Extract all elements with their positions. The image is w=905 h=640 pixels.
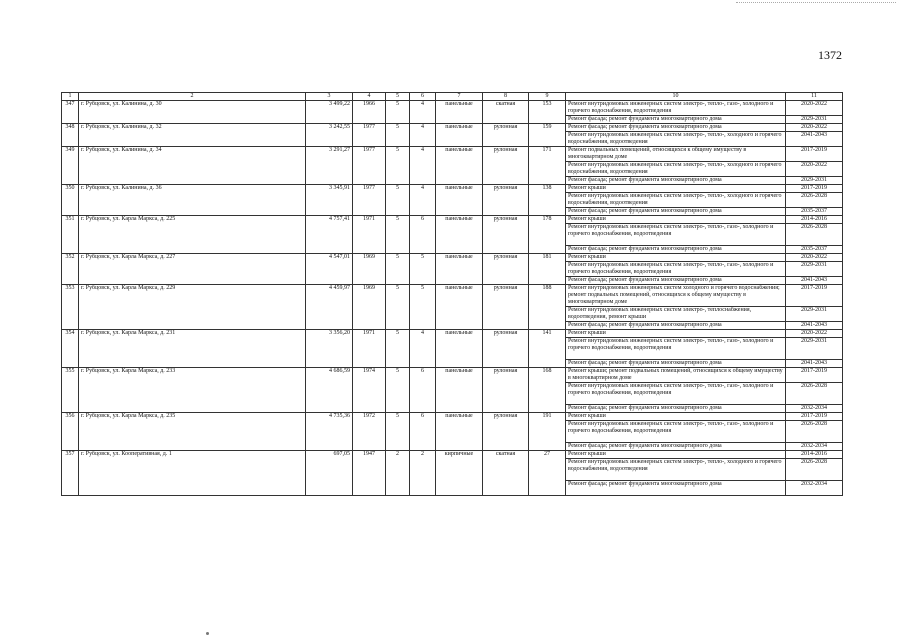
house-address: г. Рубцовск, ул. Карла Маркса, д. 229 — [79, 285, 306, 330]
build-year: 1977 — [353, 147, 386, 185]
residents-count: 178 — [529, 216, 566, 254]
work-description: Ремонт внутридомовых инженерных систем электро-, тепло-, газо-, холодного и горячего водоснабжения, водоотведения — [566, 383, 786, 405]
page-number: 1372 — [818, 48, 842, 62]
header-cell: 10 — [566, 93, 786, 101]
work-description: Ремонт внутридомовых инженерных систем холодного и горячего водоснабжения; ремонт подвальных помещений, относящихся к общему имуществу в многоквартирном доме — [566, 285, 786, 307]
floors: 5 — [386, 101, 410, 124]
work-description: Ремонт фасада; ремонт фундамента многоквартирного дома — [566, 277, 786, 285]
housing-repair-table — [61, 92, 843, 496]
work-description: Ремонт фасада; ремонт фундамента многоквартирного дома — [566, 443, 786, 451]
work-years: 2020-2022 — [786, 124, 843, 132]
build-year: 1974 — [353, 368, 386, 413]
house-number: 354 — [62, 330, 79, 368]
entrances: 6 — [410, 368, 436, 413]
work-description: Ремонт фасада; ремонт фундамента многоквартирного дома — [566, 124, 786, 132]
floors: 5 — [386, 285, 410, 330]
build-year: 1972 — [353, 413, 386, 451]
wall-material: панельные — [436, 254, 483, 285]
header-cell: 11 — [786, 93, 843, 101]
residents-count: 181 — [529, 254, 566, 285]
work-years: 2026-2028 — [786, 459, 843, 481]
header-cell: 6 — [410, 93, 436, 101]
total-area: 4 735,36 — [306, 413, 353, 451]
work-years: 2029-2031 — [786, 338, 843, 360]
work-years: 2041-2043 — [786, 277, 843, 285]
header-cell: 4 — [353, 93, 386, 101]
roof-type: рулонная — [483, 413, 529, 451]
work-years: 2029-2031 — [786, 177, 843, 185]
work-description: Ремонт внутридомовых инженерных систем электро-, тепло-, холодного и горячего водоснабжения, водоотведения — [566, 193, 786, 208]
build-year: 1947 — [353, 451, 386, 496]
total-area: 3 499,22 — [306, 101, 353, 124]
work-description: Ремонт фасада; ремонт фундамента многоквартирного дома — [566, 481, 786, 496]
house-number: 350 — [62, 185, 79, 216]
build-year: 1971 — [353, 330, 386, 368]
house-number: 355 — [62, 368, 79, 413]
roof-type: рулонная — [483, 368, 529, 413]
work-years: 2017-2019 — [786, 368, 843, 383]
work-years: 2032-2034 — [786, 443, 843, 451]
header-cell: 3 — [306, 93, 353, 101]
roof-type: скатная — [483, 101, 529, 124]
scan-speck — [206, 632, 209, 635]
work-years: 2020-2022 — [786, 330, 843, 338]
work-description: Ремонт фасада; ремонт фундамента многоквартирного дома — [566, 177, 786, 185]
residents-count: 141 — [529, 330, 566, 368]
total-area: 3 242,55 — [306, 124, 353, 147]
work-description: Ремонт фасада; ремонт фундамента многоквартирного дома — [566, 322, 786, 330]
house-address: г. Рубцовск, ул. Карла Маркса, д. 225 — [79, 216, 306, 254]
house-address: г. Рубцовск, ул. Карла Маркса, д. 227 — [79, 254, 306, 285]
wall-material: панельные — [436, 330, 483, 368]
work-description: Ремонт фасада; ремонт фундамента многоквартирного дома — [566, 116, 786, 124]
house-address: г. Рубцовск, ул. Карла Маркса, д. 231 — [79, 330, 306, 368]
house-row — [62, 185, 843, 193]
work-years: 2035-2037 — [786, 246, 843, 254]
work-description: Ремонт внутридомовых инженерных систем электро-, теплоснабжения, водоотведения, ремонт крыши — [566, 307, 786, 322]
work-description: Ремонт крыши — [566, 216, 786, 224]
entrances: 4 — [410, 330, 436, 368]
work-years: 2032-2034 — [786, 481, 843, 496]
entrances: 4 — [410, 101, 436, 124]
work-years: 2020-2022 — [786, 254, 843, 262]
residents-count: 168 — [529, 368, 566, 413]
house-row — [62, 147, 843, 162]
house-row — [62, 124, 843, 132]
work-years: 2017-2019 — [786, 147, 843, 162]
work-description: Ремонт фасада; ремонт фундамента многоквартирного дома — [566, 208, 786, 216]
work-description: Ремонт подвальных помещений, относящихся к общему имуществу в многоквартирном доме — [566, 147, 786, 162]
roof-type: рулонная — [483, 254, 529, 285]
work-description: Ремонт внутридомовых инженерных систем электро-, тепло-, газо-, холодного и горячего водоснабжения, водоотведения — [566, 262, 786, 277]
work-years: 2029-2031 — [786, 116, 843, 124]
build-year: 1969 — [353, 285, 386, 330]
house-number: 351 — [62, 216, 79, 254]
header-cell: 8 — [483, 93, 529, 101]
floors: 5 — [386, 330, 410, 368]
entrances: 5 — [410, 254, 436, 285]
residents-count: 188 — [529, 285, 566, 330]
header-row — [62, 93, 843, 101]
work-years: 2041-2043 — [786, 322, 843, 330]
house-address: г. Рубцовск, ул. Калинина, д. 32 — [79, 124, 306, 147]
total-area: 4 686,59 — [306, 368, 353, 413]
build-year: 1977 — [353, 185, 386, 216]
house-number: 357 — [62, 451, 79, 496]
work-description: Ремонт внутридомовых инженерных систем электро-, тепло-, холодного и горячего водоснабжения, водоотведения — [566, 132, 786, 147]
build-year: 1971 — [353, 216, 386, 254]
house-row — [62, 101, 843, 116]
work-years: 2014-2016 — [786, 216, 843, 224]
roof-type: рулонная — [483, 185, 529, 216]
roof-type: рулонная — [483, 285, 529, 330]
work-years: 2026-2028 — [786, 421, 843, 443]
work-description: Ремонт внутридомовых инженерных систем электро-, тепло-, газо-, холодного и горячего водоснабжения, водоотведения — [566, 421, 786, 443]
house-number: 356 — [62, 413, 79, 451]
wall-material: панельные — [436, 124, 483, 147]
work-description: Ремонт фасада; ремонт фундамента многоквартирного дома — [566, 246, 786, 254]
work-description: Ремонт внутридомовых инженерных систем электро-, тепло-, холодного и горячего водоснабжения, водоотведения — [566, 162, 786, 177]
house-number: 352 — [62, 254, 79, 285]
house-address: г. Рубцовск, ул. Калинина, д. 30 — [79, 101, 306, 124]
roof-type: рулонная — [483, 124, 529, 147]
floors: 5 — [386, 368, 410, 413]
house-number: 348 — [62, 124, 79, 147]
work-description: Ремонт внутридомовых инженерных систем электро-, тепло-, газо-, холодного и горячего водоснабжения, водоотведения — [566, 224, 786, 246]
work-description: Ремонт фасада; ремонт фундамента многоквартирного дома — [566, 405, 786, 413]
house-row — [62, 285, 843, 307]
work-years: 2029-2031 — [786, 262, 843, 277]
roof-type: рулонная — [483, 147, 529, 185]
house-address: г. Рубцовск, ул. Карла Маркса, д. 235 — [79, 413, 306, 451]
floors: 5 — [386, 254, 410, 285]
work-description: Ремонт крыши; ремонт подвальных помещений, относящихся к общему имуществу в многоквартирном доме — [566, 368, 786, 383]
build-year: 1966 — [353, 101, 386, 124]
residents-count: 159 — [529, 124, 566, 147]
work-years: 2029-2031 — [786, 307, 843, 322]
work-description: Ремонт крыши — [566, 330, 786, 338]
house-number: 349 — [62, 147, 79, 185]
work-years: 2032-2034 — [786, 405, 843, 413]
residents-count: 191 — [529, 413, 566, 451]
house-row — [62, 216, 843, 224]
residents-count: 138 — [529, 185, 566, 216]
house-address: г. Рубцовск, ул. Калинина, д. 34 — [79, 147, 306, 185]
entrances: 4 — [410, 147, 436, 185]
wall-material: панельные — [436, 147, 483, 185]
work-description: Ремонт крыши — [566, 185, 786, 193]
house-row — [62, 330, 843, 338]
header-cell: 5 — [386, 93, 410, 101]
work-years: 2014-2016 — [786, 451, 843, 459]
work-years: 2026-2028 — [786, 193, 843, 208]
work-description: Ремонт внутридомовых инженерных систем электро-, тепло-, холодного и горячего водоснабжения, водоотведения — [566, 459, 786, 481]
roof-type: рулонная — [483, 216, 529, 254]
table-body — [62, 93, 843, 496]
entrances: 4 — [410, 185, 436, 216]
work-years: 2020-2022 — [786, 101, 843, 116]
residents-count: 27 — [529, 451, 566, 496]
floors: 5 — [386, 216, 410, 254]
work-years: 2041-2043 — [786, 360, 843, 368]
wall-material: кирпичные — [436, 451, 483, 496]
house-address: г. Рубцовск, ул. Калинина, д. 36 — [79, 185, 306, 216]
house-row — [62, 451, 843, 459]
total-area: 4 757,41 — [306, 216, 353, 254]
house-number: 347 — [62, 101, 79, 124]
work-years: 2017-2019 — [786, 285, 843, 307]
work-description: Ремонт крыши — [566, 451, 786, 459]
house-address: г. Рубцовск, ул. Кооперативная, д. 1 — [79, 451, 306, 496]
work-description: Ремонт внутридомовых инженерных систем электро-, тепло-, газо-, холодного и горячего водоснабжения, водоотведения — [566, 101, 786, 116]
work-years: 2020-2022 — [786, 162, 843, 177]
wall-material: панельные — [436, 413, 483, 451]
work-description: Ремонт внутридомовых инженерных систем электро-, тепло-, газо-, холодного и горячего водоснабжения, водоотведения — [566, 338, 786, 360]
entrances: 6 — [410, 413, 436, 451]
entrances: 5 — [410, 285, 436, 330]
residents-count: 153 — [529, 101, 566, 124]
wall-material: панельные — [436, 368, 483, 413]
floors: 5 — [386, 124, 410, 147]
header-cell: 9 — [529, 93, 566, 101]
wall-material: панельные — [436, 101, 483, 124]
work-years: 2017-2019 — [786, 185, 843, 193]
entrances: 4 — [410, 124, 436, 147]
total-area: 4 459,97 — [306, 285, 353, 330]
work-years: 2041-2043 — [786, 132, 843, 147]
floors: 5 — [386, 185, 410, 216]
entrances: 2 — [410, 451, 436, 496]
work-description: Ремонт крыши — [566, 413, 786, 421]
house-row — [62, 413, 843, 421]
work-years: 2017-2019 — [786, 413, 843, 421]
floors: 5 — [386, 413, 410, 451]
floors: 2 — [386, 451, 410, 496]
total-area: 4 547,01 — [306, 254, 353, 285]
roof-type: скатная — [483, 451, 529, 496]
work-years: 2035-2037 — [786, 208, 843, 216]
house-number: 353 — [62, 285, 79, 330]
entrances: 6 — [410, 216, 436, 254]
work-years: 2026-2028 — [786, 383, 843, 405]
house-address: г. Рубцовск, ул. Карла Маркса, д. 233 — [79, 368, 306, 413]
house-row — [62, 254, 843, 262]
header-cell: 2 — [79, 93, 306, 101]
page-top-edge — [736, 2, 896, 4]
total-area: 697,05 — [306, 451, 353, 496]
total-area: 3 345,91 — [306, 185, 353, 216]
floors: 5 — [386, 147, 410, 185]
build-year: 1969 — [353, 254, 386, 285]
build-year: 1977 — [353, 124, 386, 147]
wall-material: панельные — [436, 185, 483, 216]
total-area: 3 291,27 — [306, 147, 353, 185]
residents-count: 171 — [529, 147, 566, 185]
total-area: 3 356,20 — [306, 330, 353, 368]
roof-type: рулонная — [483, 330, 529, 368]
work-description: Ремонт крыши — [566, 254, 786, 262]
wall-material: панельные — [436, 285, 483, 330]
header-cell: 1 — [62, 93, 79, 101]
header-cell: 7 — [436, 93, 483, 101]
house-row — [62, 368, 843, 383]
work-years: 2026-2028 — [786, 224, 843, 246]
work-description: Ремонт фасада; ремонт фундамента многоквартирного дома — [566, 360, 786, 368]
wall-material: панельные — [436, 216, 483, 254]
